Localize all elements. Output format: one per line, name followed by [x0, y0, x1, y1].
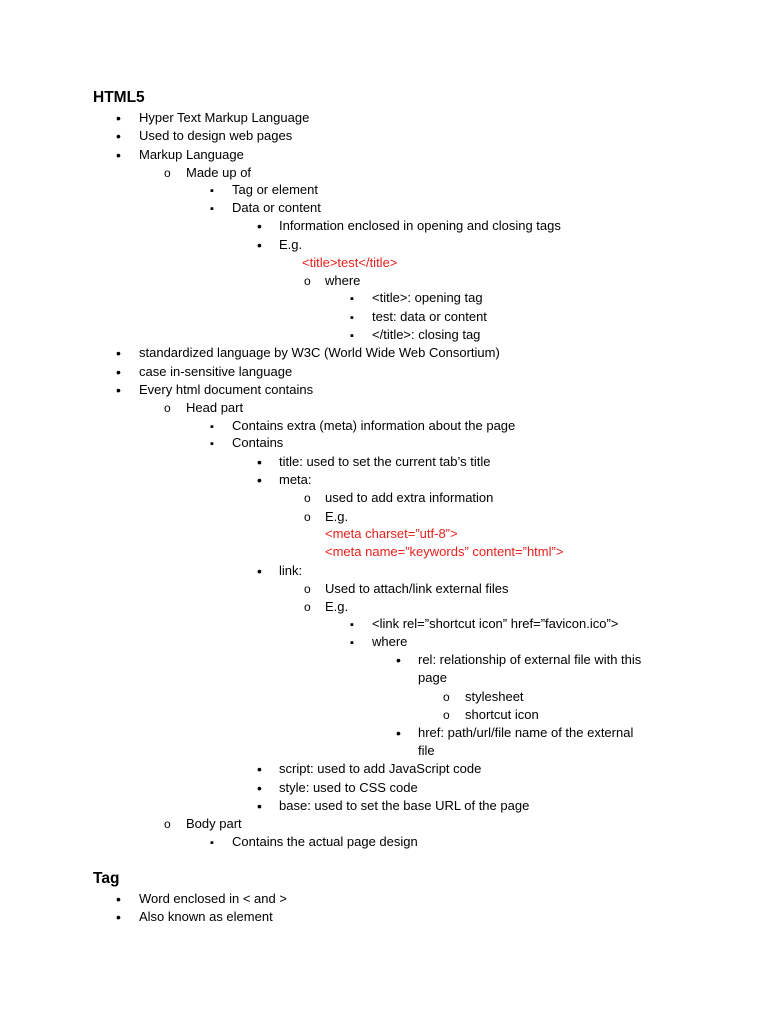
bullet-square	[210, 181, 214, 200]
bullet-dot	[257, 779, 262, 798]
bullet-circle	[443, 688, 450, 706]
bullet-dot	[396, 724, 401, 743]
bullet-dot	[257, 236, 262, 255]
bullet-circle	[164, 164, 171, 182]
code-example: <meta name=”keywords” content=”html”>	[325, 544, 564, 559]
bullet-square	[210, 833, 214, 852]
list-item: E.g.	[325, 599, 349, 614]
list-item: href: path/url/file name of the external	[418, 725, 634, 740]
list-item: base: used to set the base URL of the page	[279, 798, 530, 813]
code-example: <title>test</title>	[302, 255, 398, 270]
list-item: stylesheet	[465, 689, 524, 704]
list-item: case in-sensitive language	[139, 364, 293, 379]
bullet-dot	[116, 146, 121, 165]
bullet-circle	[443, 706, 450, 724]
list-item-continuation: page	[418, 670, 447, 685]
list-item: meta:	[279, 472, 312, 487]
list-item: Head part	[186, 400, 244, 415]
list-item: E.g.	[325, 509, 349, 524]
list-item: Body part	[186, 816, 242, 831]
list-item: where	[325, 273, 361, 288]
list-item: <title>: opening tag	[372, 290, 483, 305]
bullet-square	[210, 434, 214, 453]
section-heading-tag: Tag	[93, 870, 120, 887]
bullet-circle	[304, 580, 311, 598]
section-heading-html5: HTML5	[93, 89, 145, 106]
list-item: Markup Language	[139, 147, 244, 162]
bullet-dot	[116, 890, 121, 909]
bullet-dot	[116, 109, 121, 128]
list-item: Hyper Text Markup Language	[139, 110, 310, 125]
bullet-dot	[116, 381, 121, 400]
list-item: E.g.	[279, 237, 303, 252]
list-item: link:	[279, 563, 303, 578]
list-item-continuation: file	[418, 743, 435, 758]
bullet-dot	[116, 127, 121, 146]
list-item: Also known as element	[139, 909, 273, 924]
list-item: shortcut icon	[465, 707, 539, 722]
bullet-circle	[304, 508, 311, 526]
list-item: Contains extra (meta) information about the page	[232, 418, 516, 433]
list-item: standardized language by W3C (World Wide Web Consortium)	[139, 345, 500, 360]
bullet-square	[350, 326, 354, 345]
list-item: Tag or element	[232, 182, 318, 197]
bullet-square	[350, 308, 354, 327]
bullet-square	[350, 615, 354, 634]
list-item: Contains the actual page design	[232, 834, 418, 849]
list-item: Made up of	[186, 165, 252, 180]
list-item: title: used to set the current tab’s title	[279, 454, 491, 469]
bullet-circle	[304, 489, 311, 507]
bullet-dot	[257, 471, 262, 490]
bullet-square	[210, 199, 214, 218]
list-item: <link rel=”shortcut icon” href=”favicon.ico”>	[372, 616, 619, 631]
list-item: Word enclosed in < and >	[139, 891, 287, 906]
bullet-dot	[257, 562, 262, 581]
list-item: Used to design web pages	[139, 128, 293, 143]
list-item: where	[372, 634, 408, 649]
bullet-dot	[257, 217, 262, 236]
bullet-square	[350, 289, 354, 308]
bullet-circle	[164, 399, 171, 417]
list-item: Used to attach/link external files	[325, 581, 509, 596]
code-example: <meta charset=”utf-8”>	[325, 526, 458, 541]
list-item: Data or content	[232, 200, 321, 215]
bullet-circle	[304, 598, 311, 616]
bullet-dot	[116, 908, 121, 927]
bullet-circle	[304, 272, 311, 290]
list-item: script: used to add JavaScript code	[279, 761, 482, 776]
list-item: style: used to CSS code	[279, 780, 418, 795]
bullet-dot	[257, 797, 262, 816]
list-item: Contains	[232, 435, 284, 450]
list-item: </title>: closing tag	[372, 327, 481, 342]
list-item: rel: relationship of external file with this	[418, 652, 642, 667]
list-item: Every html document contains	[139, 382, 314, 397]
bullet-square	[350, 633, 354, 652]
bullet-dot	[396, 651, 401, 670]
bullet-dot	[257, 760, 262, 779]
bullet-dot	[116, 344, 121, 363]
bullet-dot	[257, 453, 262, 472]
list-item: Information enclosed in opening and closing tags	[279, 218, 561, 233]
bullet-circle	[164, 815, 171, 833]
bullet-dot	[116, 363, 121, 382]
list-item: test: data or content	[372, 309, 487, 324]
list-item: used to add extra information	[325, 490, 494, 505]
